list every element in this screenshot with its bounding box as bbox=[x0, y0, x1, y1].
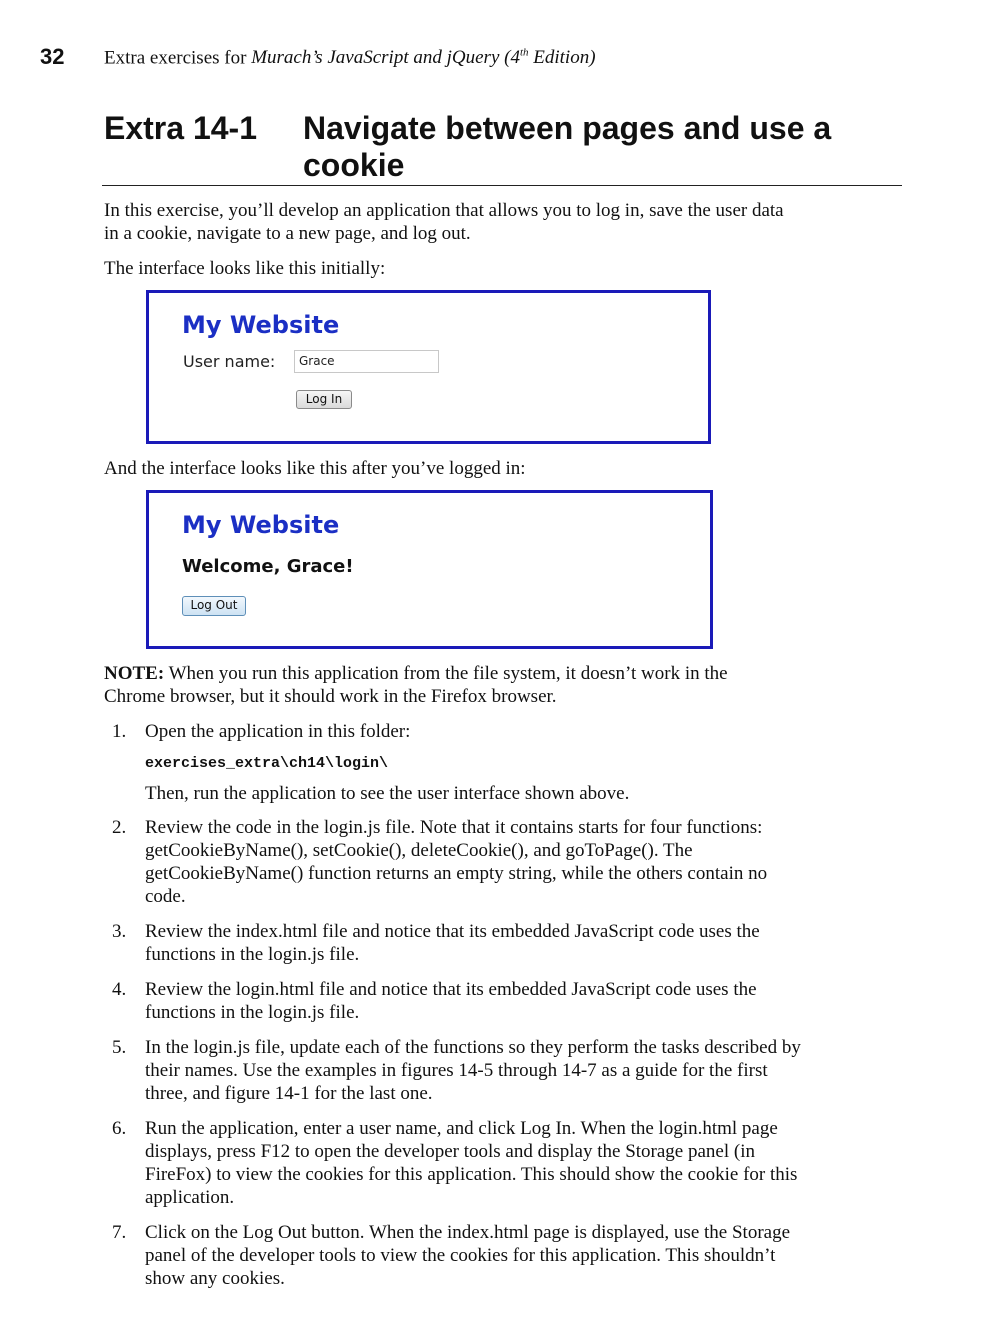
screenshot-initial bbox=[146, 290, 711, 444]
book-title-end: Edition) bbox=[528, 47, 596, 69]
note-label: NOTE: bbox=[104, 663, 165, 684]
step-text: Review the login.html file and notice that its embedded JavaScript code uses the functions in the login.js file. bbox=[145, 979, 757, 1023]
book-title-superscript: th bbox=[519, 47, 529, 59]
site-title: My Website bbox=[182, 311, 340, 339]
note-text: When you run this application from the file system, it doesn’t work in the Chrome browser, but it should work in the Firefox browser. bbox=[104, 663, 728, 707]
step-text: Open the application in this folder: bbox=[145, 721, 411, 742]
screenshot-logged-in bbox=[146, 490, 713, 649]
user-name-label: User name: bbox=[183, 352, 276, 371]
running-head-prefix: Extra exercises for bbox=[104, 47, 252, 69]
step-number: 3. bbox=[112, 921, 127, 942]
log-in-button[interactable]: Log In bbox=[296, 390, 352, 409]
running-head bbox=[104, 47, 596, 69]
step-text: In the login.js file, update each of the functions so they perform the tasks described by their names. Use the examples in figures 14-5 through 14-7 as a guide for the first three, and figure 14-1 for the last one. bbox=[145, 1037, 801, 1104]
exercise-title: Navigate between pages and use a cookie bbox=[303, 110, 832, 183]
step-text: Click on the Log Out button. When the index.html page is displayed, use the Storage panel of the developer tools to view the cookies for this application. This shouldn’t show any cookies. bbox=[145, 1222, 791, 1289]
step-number: 1. bbox=[112, 721, 127, 742]
log-out-button[interactable]: Log Out bbox=[182, 596, 246, 616]
step-text: Review the index.html file and notice that its embedded JavaScript code uses the functions in the login.js file. bbox=[145, 921, 760, 965]
site-title: My Website bbox=[182, 511, 340, 539]
step-number: 7. bbox=[112, 1222, 127, 1243]
step-number: 5. bbox=[112, 1037, 127, 1058]
intro-paragraph: In this exercise, you’ll develop an application that allows you to log in, save the user data in a cookie, navigate to a new page, and log out. bbox=[104, 200, 784, 244]
step-number: 4. bbox=[112, 979, 127, 1000]
page-number: 32 bbox=[40, 44, 65, 69]
after-caption: And the interface looks like this after you’ve logged in: bbox=[104, 458, 526, 479]
heading-rule bbox=[102, 185, 902, 186]
user-name-input[interactable]: Grace bbox=[294, 350, 439, 373]
step-number: 2. bbox=[112, 817, 127, 838]
step-text: Run the application, enter a user name, and click Log In. When the login.html page displays, press F12 to open the developer tools and display the Storage panel (in FireFox) to view the cookies for this application. This should show the cookie for this application. bbox=[145, 1118, 798, 1208]
step-number: 6. bbox=[112, 1118, 127, 1139]
note-paragraph bbox=[104, 662, 784, 708]
running-header bbox=[40, 44, 940, 74]
initial-caption: The interface looks like this initially: bbox=[104, 258, 386, 279]
folder-path: exercises_extra\ch14\login\ bbox=[145, 755, 389, 772]
step-text: Review the code in the login.js file. Note that it contains starts for four functions: getCookieByName(), setCookie(), deleteCookie(), and goToPage(). The getCookieByName() function returns an empty string, while the others contain no code. bbox=[145, 817, 768, 907]
exercise-number: Extra 14-1 bbox=[104, 110, 257, 146]
welcome-message: Welcome, Grace! bbox=[182, 556, 354, 577]
book-title: Murach’s JavaScript and jQuery (4 bbox=[251, 47, 520, 69]
step-text: Then, run the application to see the user interface shown above. bbox=[145, 783, 630, 804]
